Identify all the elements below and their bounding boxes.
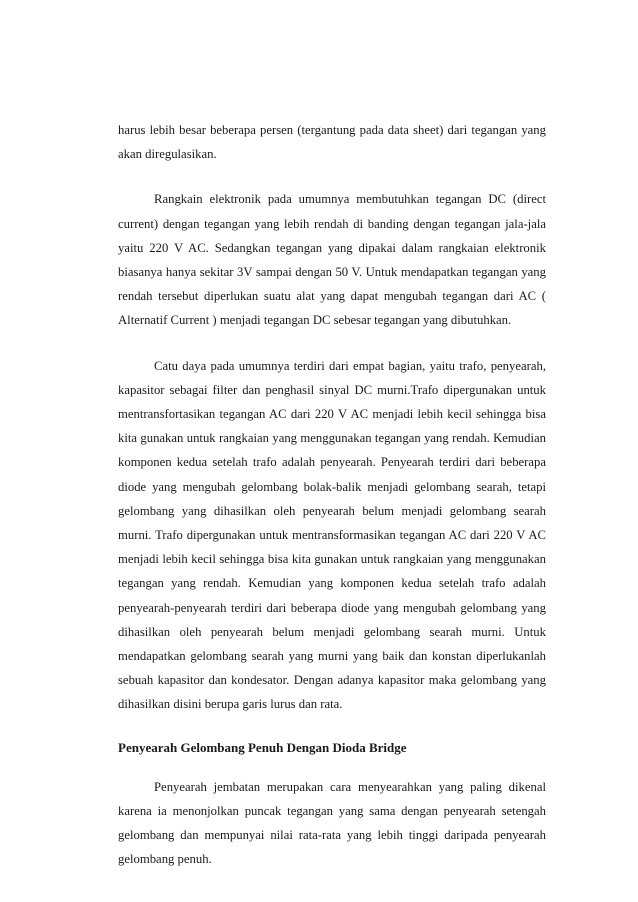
paragraph-continuation: harus lebih besar beberapa persen (tergantung pada data sheet) dari tegangan yang akan diregulasikan. xyxy=(118,123,546,162)
paragraph-bridge-rectifier: Penyearah jembatan merupakan cara menyearahkan yang paling dikenal karena ia menonjolkan puncak tegangan yang sama dengan penyearah setengah gelombang dan mempunyai nilai rata-rata yang lebih tinggi daripada penyearah gelombang penuh. xyxy=(118,779,546,867)
section-heading: Penyearah Gelombang Penuh Dengan Dioda Bridge xyxy=(118,739,407,755)
paragraph-dc-voltage: Rangkain elektronik pada umumnya membutuhkan tegangan DC (direct current) dengan tegangan yang lebih rendah di banding dengan tegangan jala-jala yaitu 220 V AC. Sedangkan tegangan yang dipakai dalam rangkaian elektronik biasanya hanya sekitar 3V sampai dengan 50 V. Untuk mendapatkan tegangan yang rendah tersebut diperlukan suatu alat yang dapat mengubah tegangan dari AC ( Alternatif Current ) menjadi tegangan DC sebesar tegangan yang dibutuhkan. xyxy=(118,192,546,328)
paragraph-power-supply: Catu daya pada umumnya terdiri dari empat bagian, yaitu trafo, penyearah, kapasitor sebagai filter dan penghasil sinyal DC murni.Trafo dipergunakan untuk mentransfortasikan tegangan AC dari 220 V AC menjadi lebih kecil sehingga bisa kita gunakan untuk rangkaian yang menggunakan tegangan yang rendah. Kemudian komponen kedua setelah trafo adalah penyearah. Penyearah terdiri dari beberapa diode yang mengubah gelombang bolak-balik menjadi gelombang searah, tetapi gelombang yang dihasilkan oleh penyearah belum menjadi gelombang searah murni. Trafo dipergunakan untuk mentransformasikan tegangan AC dari 220 V AC menjadi lebih kecil sehingga bisa kita gunakan untuk rangkaian yang menggunakan tegangan yang rendah. Kemudian yang komponen kedua setelah trafo adalah penyearah-penyearah terdiri dari beberapa diode yang mengubah gelombang yang dihasilkan oleh penyearah belum menjadi gelombang searah murni. Untuk mendapatkan gelombang searah yang murni yang baik dan konstan diperlukanlah sebuah kapasitor dan kondesator. Dengan adanya kapasitor maka gelombang yang dihasilkan disini berupa garis lurus dan rata. xyxy=(118,358,546,712)
